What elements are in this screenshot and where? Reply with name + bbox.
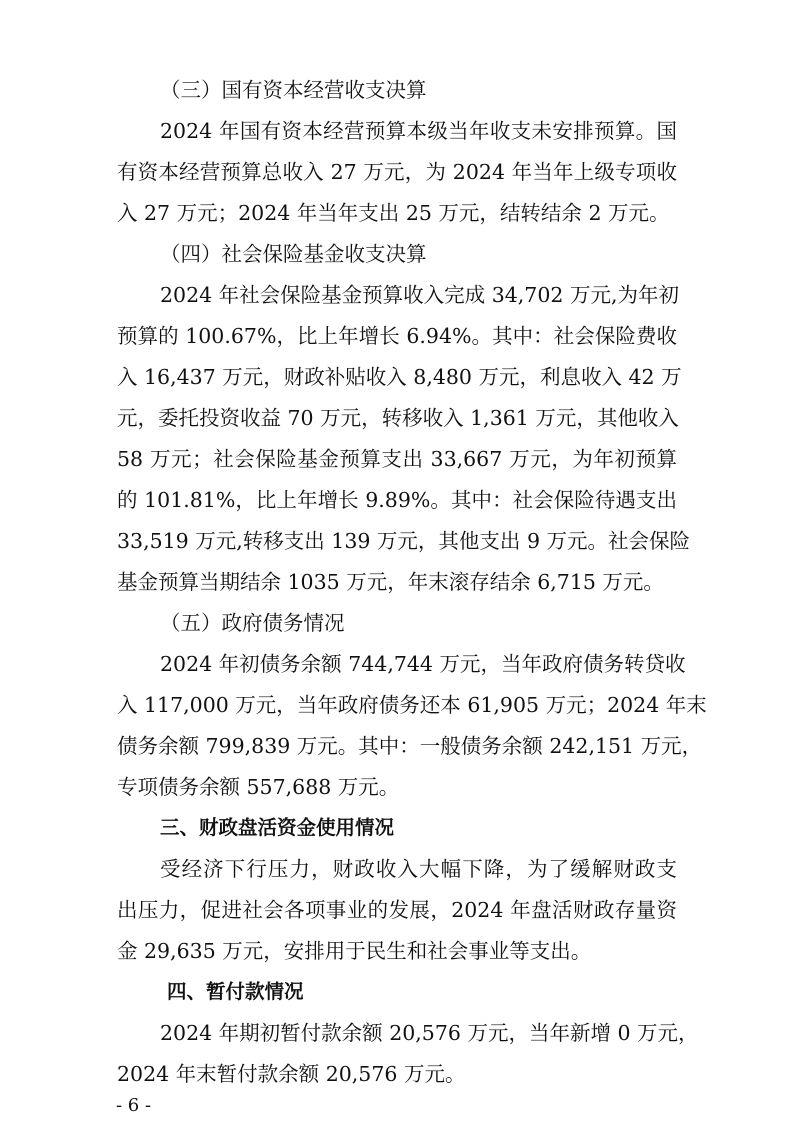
paragraph-line: 2024 年期初暂付款余额 20,576 万元，当年新增 0 万元， [160,1021,699,1045]
paragraph-line: 有资本经营预算总收入 27 万元，为 2024 年当年上级专项收 [117,160,677,184]
paragraph-line: 的 101.81%，比上年增长 9.89%。其中：社会保险待遇支出 [117,488,677,512]
paragraph-line: 专项债务余额 557,688 万元。 [117,775,400,799]
section-heading-revitalized-funds: 三、财政盘活资金使用情况 [160,816,395,839]
paragraph-line: 2024 年末暂付款余额 20,576 万元。 [117,1062,466,1086]
paragraph-line: 基金预算当期结余 1035 万元，年末滚存结余 6,715 万元。 [117,570,664,594]
paragraph-line: 元，委托投资收益 70 万元，转移收入 1,361 万元，其他收入 [117,406,679,430]
paragraph-line: 预算的 100.67%，比上年增长 6.94%。其中：社会保险费收 [117,324,677,348]
paragraph-line: 33,519 万元,转移支出 139 万元，其他支出 9 万元。社会保险 [117,529,690,553]
paragraph-line: 2024 年初债务余额 744,744 万元，当年政府债务转贷收 [160,652,686,676]
paragraph-line: 金 29,635 万元，安排用于民生和社会事业等支出。 [117,939,592,963]
paragraph-line: 债务余额 799,839 万元。其中：一般债务余额 242,151 万元， [117,734,703,758]
paragraph-line: 2024 年社会保险基金预算收入完成 34,702 万元,为年初 [160,283,679,307]
paragraph-line: 出压力，促进社会各项事业的发展，2024 年盘活财政存量资 [117,898,677,922]
section-heading-social-insurance: （四）社会保险基金收支决算 [160,242,427,266]
paragraph-line: 入 117,000 万元，当年政府债务还本 61,905 万元；2024 年末 [117,693,707,717]
section-heading-state-capital: （三）国有资本经营收支决算 [160,78,427,102]
paragraph-line: 入 16,437 万元，财政补贴收入 8,480 万元，利息收入 42 万 [117,365,682,389]
paragraph-line: 入 27 万元；2024 年当年支出 25 万元，结转结余 2 万元。 [117,201,670,225]
paragraph-line: 受经济下行压力，财政收入大幅下降，为了缓解财政支 [160,857,677,881]
paragraph-line: 58 万元；社会保险基金预算支出 33,667 万元，为年初预算 [117,447,677,471]
page-number: - 6 - [116,1095,152,1116]
section-heading-government-debt: （五）政府债务情况 [160,611,345,635]
section-heading-temporary-payments: 四、暂付款情况 [167,980,304,1003]
paragraph-line: 2024 年国有资本经营预算本级当年收支未安排预算。国 [160,119,677,143]
